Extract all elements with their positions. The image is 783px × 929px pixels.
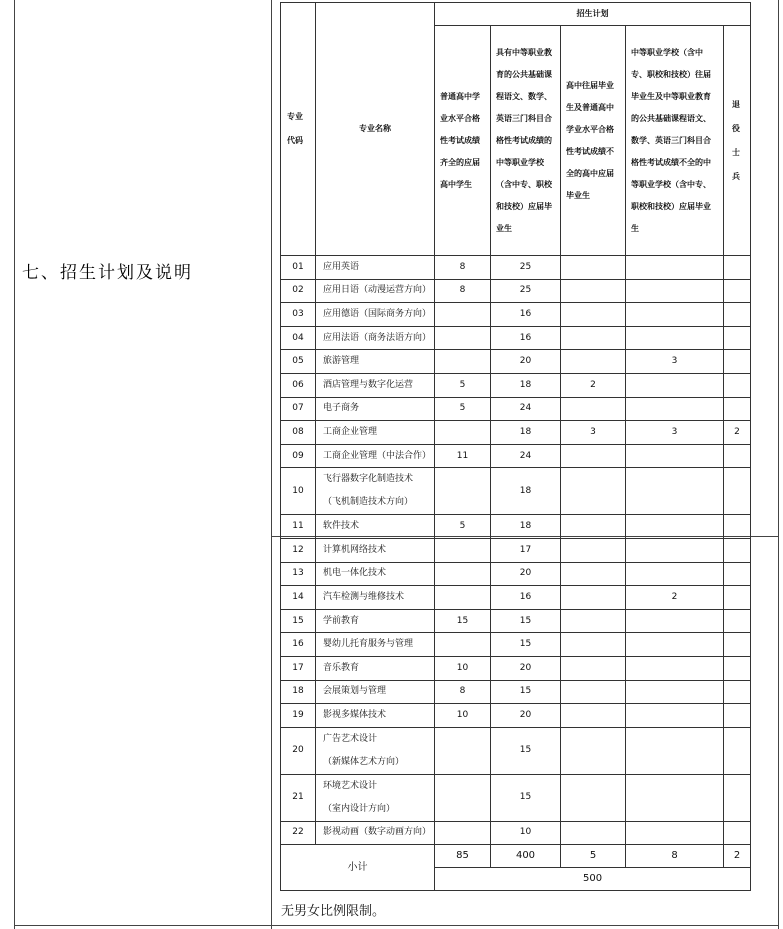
row-col3 [561,256,626,280]
subtotal-col3: 5 [561,845,626,868]
row-name [316,774,435,821]
row-col5 [724,350,751,374]
row-code: 18 [281,680,316,704]
table-row [281,350,751,374]
row-col4 [626,680,724,704]
row-name: 应用德语（国际商务方向） [316,303,435,327]
row-col3 [561,444,626,468]
row-code: 08 [281,421,316,445]
row-col4 [626,515,724,539]
row-name: 应用日语（动漫运营方向） [316,279,435,303]
row-col2: 15 [491,774,561,821]
row-col5 [724,704,751,728]
row-col5 [724,444,751,468]
row-col4: 3 [626,421,724,445]
row-col4 [626,538,724,562]
row-name-main: 环境艺术设计 [323,780,378,791]
header-col5: 退役士兵 [724,26,751,256]
row-col1: 10 [435,704,491,728]
row-col3 [561,562,626,586]
row-col1: 8 [435,256,491,280]
header-col4: 中等职业学校（含中专、职校和技校）往届毕业生及中等职业教育的公共基础课程语文、数学、英语三门科目合格性考试成绩不全的中等职业学校（含中专、职校和技校）应届毕业生 [626,26,724,256]
row-code: 12 [281,538,316,562]
inner-left-border [271,0,272,929]
table-row [281,609,751,633]
table-row [281,538,751,562]
row-col1 [435,586,491,610]
row-col5 [724,397,751,421]
row-col4 [626,397,724,421]
row-col1: 8 [435,680,491,704]
row-col4 [626,256,724,280]
row-code: 10 [281,468,316,515]
row-name: 应用法语（商务法语方向） [316,326,435,350]
table-row [281,704,751,728]
row-name-sub: （新媒体艺术方向） [323,756,405,767]
row-col2: 15 [491,633,561,657]
header-col3: 高中往届毕业生及普通高中学业水平合格性考试成绩不全的高中应届毕业生 [561,26,626,256]
row-code: 15 [281,609,316,633]
row-col3 [561,326,626,350]
row-name-main: 广告艺术设计 [323,733,378,744]
row-col1 [435,538,491,562]
row-col5 [724,774,751,821]
table-row [281,256,751,280]
row-col1 [435,821,491,845]
row-name: 影视多媒体技术 [316,704,435,728]
row-code: 17 [281,656,316,680]
row-code: 21 [281,774,316,821]
row-col3 [561,279,626,303]
row-col1 [435,727,491,774]
row-name-sub: （飞机制造技术方向） [323,497,414,508]
row-name [316,727,435,774]
row-col5 [724,515,751,539]
row-col1 [435,774,491,821]
row-col4 [626,303,724,327]
row-name: 应用英语 [316,256,435,280]
row-col3 [561,774,626,821]
enrollment-plan-table [280,2,751,891]
row-col4 [626,326,724,350]
table-row [281,421,751,445]
row-col4 [626,609,724,633]
row-col4 [626,727,724,774]
row-code: 07 [281,397,316,421]
row-col2: 25 [491,256,561,280]
row-col1: 8 [435,279,491,303]
row-code: 22 [281,821,316,845]
outer-left-border [14,0,15,929]
row-col5 [724,656,751,680]
row-col1: 5 [435,373,491,397]
row-col1: 5 [435,515,491,539]
table-row [281,468,751,515]
table-row [281,586,751,610]
row-name: 软件技术 [316,515,435,539]
row-name: 机电一体化技术 [316,562,435,586]
table-row [281,633,751,657]
outer-right-border [778,0,779,929]
row-col4 [626,656,724,680]
row-col3 [561,303,626,327]
header-plan-group: 招生计划 [435,3,751,26]
table-row [281,821,751,845]
row-code: 19 [281,704,316,728]
row-col2: 16 [491,586,561,610]
row-col5 [724,303,751,327]
subtotal-label: 小计 [281,845,435,891]
row-col3 [561,609,626,633]
row-col4: 3 [626,350,724,374]
row-col5 [724,326,751,350]
row-col2: 10 [491,821,561,845]
row-col5 [724,256,751,280]
row-name: 学前教育 [316,609,435,633]
subtotal-col1: 85 [435,845,491,868]
row-col2: 16 [491,326,561,350]
row-col1 [435,468,491,515]
table-body [281,256,751,845]
row-code: 13 [281,562,316,586]
row-col3 [561,821,626,845]
row-col1 [435,633,491,657]
table-row [281,303,751,327]
row-col3 [561,468,626,515]
bottom-border [14,925,779,926]
row-code: 11 [281,515,316,539]
row-col3 [561,350,626,374]
row-col5 [724,609,751,633]
table-row [281,656,751,680]
grand-total: 500 [435,868,751,891]
row-name: 音乐教育 [316,656,435,680]
row-col2: 20 [491,562,561,586]
row-col3 [561,586,626,610]
row-col2: 24 [491,397,561,421]
row-col2: 20 [491,350,561,374]
subtotal-col5: 2 [724,845,751,868]
row-code: 03 [281,303,316,327]
row-name: 工商企业管理（中法合作） [316,444,435,468]
row-col5 [724,633,751,657]
row-col1 [435,562,491,586]
row-col3: 2 [561,373,626,397]
row-col2: 18 [491,421,561,445]
row-code: 02 [281,279,316,303]
row-name [316,468,435,515]
table-row [281,727,751,774]
table-row [281,279,751,303]
row-col2: 24 [491,444,561,468]
row-name-sub: （室内设计方向） [323,803,396,814]
row-name: 工商企业管理 [316,421,435,445]
row-col5 [724,538,751,562]
row-col4 [626,704,724,728]
row-name: 酒店管理与数字化运营 [316,373,435,397]
row-name: 婴幼儿托育服务与管理 [316,633,435,657]
row-col5 [724,727,751,774]
row-col1 [435,350,491,374]
header-col2: 具有中等职业教育的公共基础课程语文、数学、英语三门科目合格性考试成绩的中等职业学校（含中专、职校和技校）应届毕业生 [491,26,561,256]
row-col2: 18 [491,373,561,397]
row-col1 [435,303,491,327]
row-col3 [561,727,626,774]
row-col3 [561,633,626,657]
row-col4 [626,373,724,397]
row-code: 06 [281,373,316,397]
row-name: 计算机网络技术 [316,538,435,562]
row-col3 [561,656,626,680]
row-col3 [561,397,626,421]
row-col1: 15 [435,609,491,633]
row-col4 [626,279,724,303]
row-col1 [435,326,491,350]
row-code: 16 [281,633,316,657]
table-row [281,515,751,539]
row-name: 影视动画（数字动画方向） [316,821,435,845]
row-code: 09 [281,444,316,468]
header-name: 专业名称 [316,3,435,256]
row-col2: 15 [491,680,561,704]
row-col2: 20 [491,704,561,728]
row-name-main: 飞行器数字化制造技术 [323,474,414,485]
header-col1: 普通高中学业水平合格性考试成绩齐全的应届高中学生 [435,26,491,256]
table-row [281,444,751,468]
row-col2: 15 [491,727,561,774]
row-code: 14 [281,586,316,610]
row-col5 [724,373,751,397]
row-col3: 3 [561,421,626,445]
row-col3 [561,704,626,728]
row-col4: 2 [626,586,724,610]
gender-ratio-note: 无男女比例限制。 [281,904,386,919]
row-col5 [724,821,751,845]
row-col3 [561,680,626,704]
enrollment-plan-table-wrap [280,2,750,891]
row-col1: 5 [435,397,491,421]
row-col3 [561,515,626,539]
row-col2: 18 [491,468,561,515]
row-col2: 15 [491,609,561,633]
row-name: 电子商务 [316,397,435,421]
row-col5 [724,562,751,586]
row-col3 [561,538,626,562]
row-col2: 16 [491,303,561,327]
row-col5 [724,586,751,610]
row-code: 01 [281,256,316,280]
table-row [281,326,751,350]
row-code: 05 [281,350,316,374]
row-col1 [435,421,491,445]
row-code: 20 [281,727,316,774]
row-name: 旅游管理 [316,350,435,374]
subtotal-col4: 8 [626,845,724,868]
section-title: 七、招生计划及说明 [22,263,193,283]
row-col4 [626,821,724,845]
table-row [281,562,751,586]
header-code: 专业代码 [281,3,316,256]
row-col4 [626,562,724,586]
row-col2: 18 [491,515,561,539]
row-col2: 20 [491,656,561,680]
table-row [281,680,751,704]
row-name: 会展策划与管理 [316,680,435,704]
row-col5 [724,468,751,515]
row-col2: 17 [491,538,561,562]
row-col4 [626,633,724,657]
row-col4 [626,444,724,468]
table-row [281,373,751,397]
row-col1: 10 [435,656,491,680]
row-col1: 11 [435,444,491,468]
row-col4 [626,468,724,515]
row-col2: 25 [491,279,561,303]
row-col4 [626,774,724,821]
table-row [281,774,751,821]
row-name: 汽车检测与维修技术 [316,586,435,610]
table-row [281,397,751,421]
row-col5 [724,279,751,303]
subtotal-col2: 400 [491,845,561,868]
row-col5: 2 [724,421,751,445]
row-col5 [724,680,751,704]
row-code: 04 [281,326,316,350]
